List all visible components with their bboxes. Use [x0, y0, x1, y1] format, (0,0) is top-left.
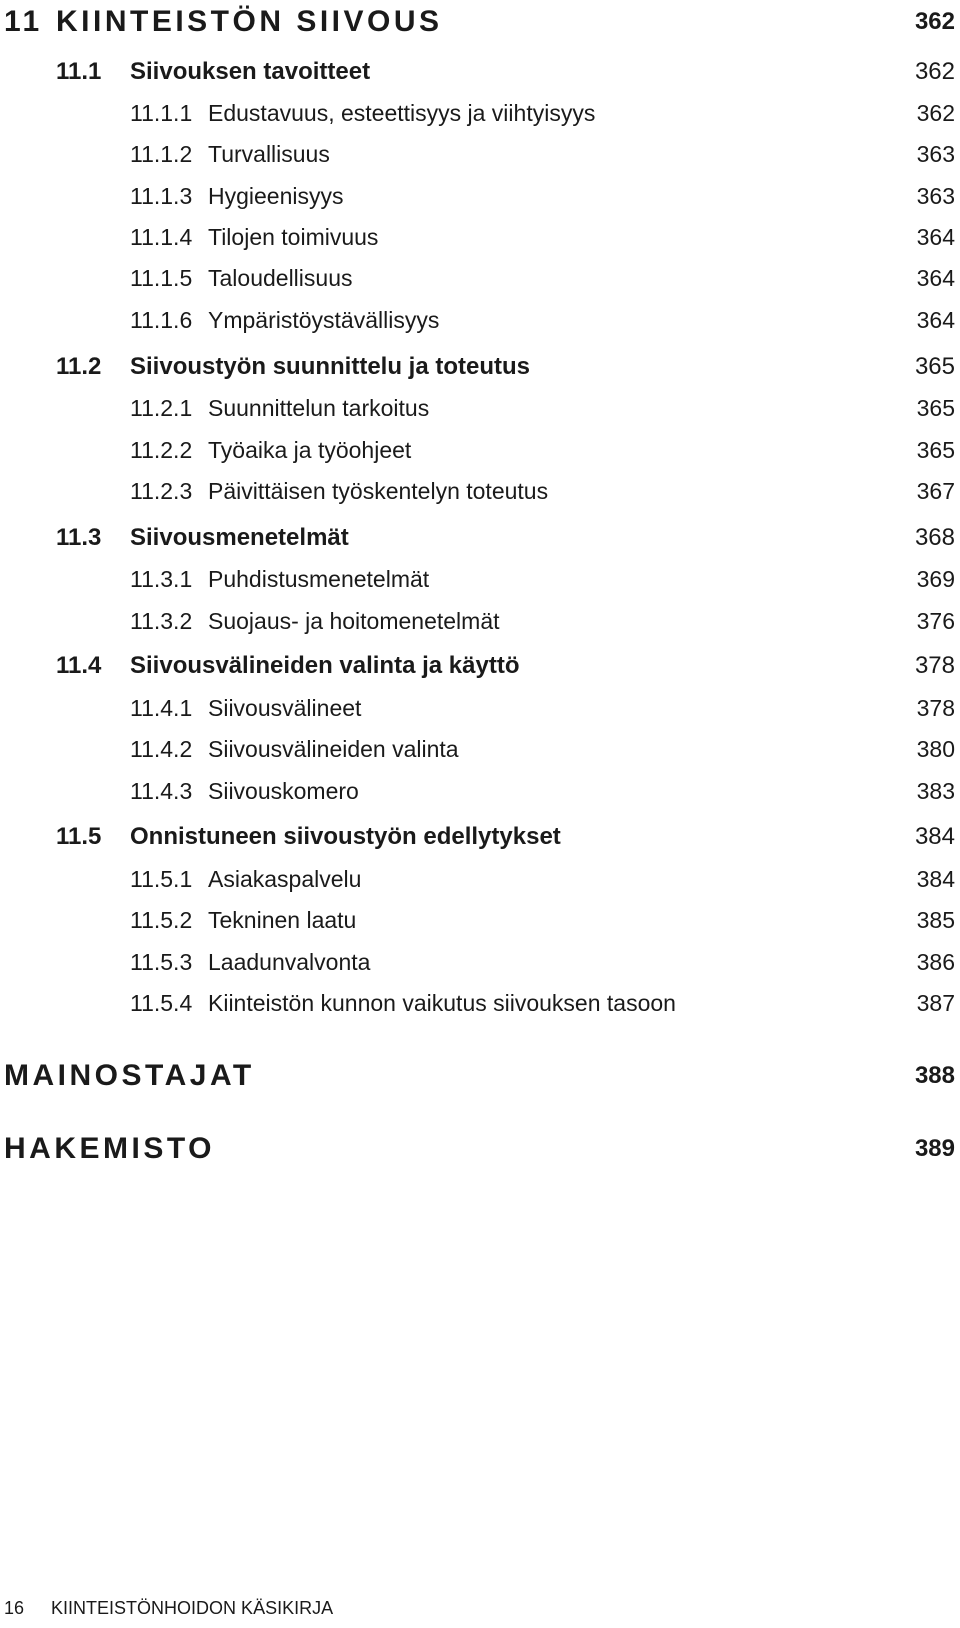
subsection-page: 385 [916, 907, 955, 933]
chapter-page: 388 [914, 1062, 955, 1089]
subsection-number: 11.3.1 [130, 566, 193, 592]
subsection-title: Turvallisuus [208, 141, 330, 167]
section-page: 365 [914, 353, 955, 380]
chapter-title: MAINOSTAJAT [4, 1059, 255, 1092]
subsection-page: 363 [916, 183, 955, 209]
section-title: Siivousmenetelmät [130, 524, 349, 551]
subsection-number: 11.1.1 [130, 100, 193, 126]
page-footer [4, 1597, 333, 1619]
toc-subsection-row [0, 258, 955, 298]
toc-subsection-row [0, 430, 955, 470]
chapter-number: 11 [4, 5, 43, 38]
subsection-title: Siivousvälineiden valinta [208, 736, 459, 762]
section-title: Siivoustyön suunnittelu ja toteutus [130, 353, 531, 380]
section-title: Siivousvälineiden valinta ja käyttö [130, 652, 520, 679]
subsection-number: 11.2.3 [130, 478, 193, 504]
subsection-number: 11.5.2 [130, 907, 193, 933]
chapter-page: 389 [914, 1135, 955, 1162]
toc-subsection-row [0, 559, 955, 599]
toc-subsection-row [0, 900, 955, 940]
subsection-title: Taloudellisuus [208, 265, 353, 291]
footer-book-title: KIINTEISTÖNHOIDON KÄSIKIRJA [51, 1598, 334, 1618]
subsection-number: 11.5.4 [130, 990, 193, 1016]
toc-subsection-row [0, 688, 955, 728]
section-title: Siivouksen tavoitteet [130, 58, 371, 85]
subsection-title: Edustavuus, esteettisyys ja viihtyisyys [208, 100, 596, 126]
toc-subsection-row [0, 388, 955, 428]
section-number: 11.4 [56, 652, 102, 679]
toc-subsection-row [0, 601, 955, 641]
toc-subsection-row [0, 771, 955, 811]
subsection-page: 387 [916, 990, 955, 1016]
subsection-page: 386 [916, 949, 955, 975]
subsection-number: 11.4.2 [130, 736, 193, 762]
subsection-page: 383 [916, 778, 955, 804]
toc-subsection-row [0, 217, 955, 257]
section-page: 378 [914, 652, 955, 679]
subsection-page: 378 [916, 695, 955, 721]
subsection-page: 384 [916, 866, 955, 892]
subsection-page: 362 [916, 100, 955, 126]
subsection-title: Ympäristöystävällisyys [208, 307, 440, 333]
section-page: 362 [914, 58, 955, 85]
toc-subsection-row [0, 859, 955, 899]
section-number: 11.3 [56, 524, 102, 551]
subsection-page: 380 [916, 736, 955, 762]
section-title: Onnistuneen siivoustyön edellytykset [130, 823, 561, 850]
subsection-page: 369 [916, 566, 955, 592]
subsection-page: 364 [916, 307, 955, 333]
subsection-title: Suunnittelun tarkoitus [208, 395, 430, 421]
toc-chapter-row [0, 2, 955, 42]
section-page: 368 [914, 524, 955, 551]
subsection-title: Tekninen laatu [208, 907, 357, 933]
toc-chapter-row [0, 1056, 955, 1096]
toc-subsection-row [0, 300, 955, 340]
subsection-title: Työaika ja työohjeet [208, 437, 412, 463]
toc-chapter-row [0, 1129, 955, 1169]
footer-page-number: 16 [4, 1598, 25, 1618]
subsection-number: 11.1.6 [130, 307, 193, 333]
subsection-title: Suojaus- ja hoitomenetelmät [208, 608, 500, 634]
toc-subsection-row [0, 983, 955, 1023]
subsection-number: 11.1.3 [130, 183, 193, 209]
subsection-page: 365 [916, 395, 955, 421]
section-number: 11.2 [56, 353, 102, 380]
subsection-number: 11.1.2 [130, 141, 193, 167]
subsection-title: Kiinteistön kunnon vaikutus siivouksen tasoon [208, 990, 676, 1016]
toc-section-row [0, 817, 955, 857]
toc-section-row [0, 52, 955, 92]
subsection-title: Tilojen toimivuus [208, 224, 379, 250]
subsection-number: 11.3.2 [130, 608, 193, 634]
toc-subsection-row [0, 471, 955, 511]
subsection-title: Asiakaspalvelu [208, 866, 362, 892]
subsection-page: 364 [916, 224, 955, 250]
toc-section-row [0, 646, 955, 686]
subsection-page: 376 [916, 608, 955, 634]
subsection-title: Laadunvalvonta [208, 949, 371, 975]
subsection-title: Päivittäisen työskentelyn toteutus [208, 478, 549, 504]
subsection-title: Puhdistusmenetelmät [208, 566, 430, 592]
toc-subsection-row [0, 134, 955, 174]
subsection-number: 11.5.1 [130, 866, 193, 892]
chapter-title: KIINTEISTÖN SIIVOUS [56, 5, 443, 38]
subsection-page: 363 [916, 141, 955, 167]
subsection-number: 11.1.5 [130, 265, 193, 291]
subsection-page: 365 [916, 437, 955, 463]
section-page: 384 [914, 823, 955, 850]
chapter-page: 362 [914, 8, 955, 35]
subsection-title: Siivouskomero [208, 778, 359, 804]
toc-subsection-row [0, 93, 955, 133]
toc-subsection-row [0, 942, 955, 982]
toc-subsection-row [0, 176, 955, 216]
subsection-number: 11.1.4 [130, 224, 193, 250]
subsection-number: 11.2.1 [130, 395, 193, 421]
toc-subsection-row [0, 729, 955, 769]
subsection-title: Siivousvälineet [208, 695, 362, 721]
toc-section-row [0, 347, 955, 387]
subsection-number: 11.5.3 [130, 949, 193, 975]
subsection-page: 367 [916, 478, 955, 504]
subsection-page: 364 [916, 265, 955, 291]
chapter-title: HAKEMISTO [4, 1132, 215, 1165]
subsection-number: 11.4.3 [130, 778, 193, 804]
subsection-number: 11.4.1 [130, 695, 193, 721]
subsection-title: Hygieenisyys [208, 183, 344, 209]
section-number: 11.1 [56, 58, 102, 85]
toc-section-row [0, 518, 955, 558]
subsection-number: 11.2.2 [130, 437, 193, 463]
section-number: 11.5 [56, 823, 102, 850]
